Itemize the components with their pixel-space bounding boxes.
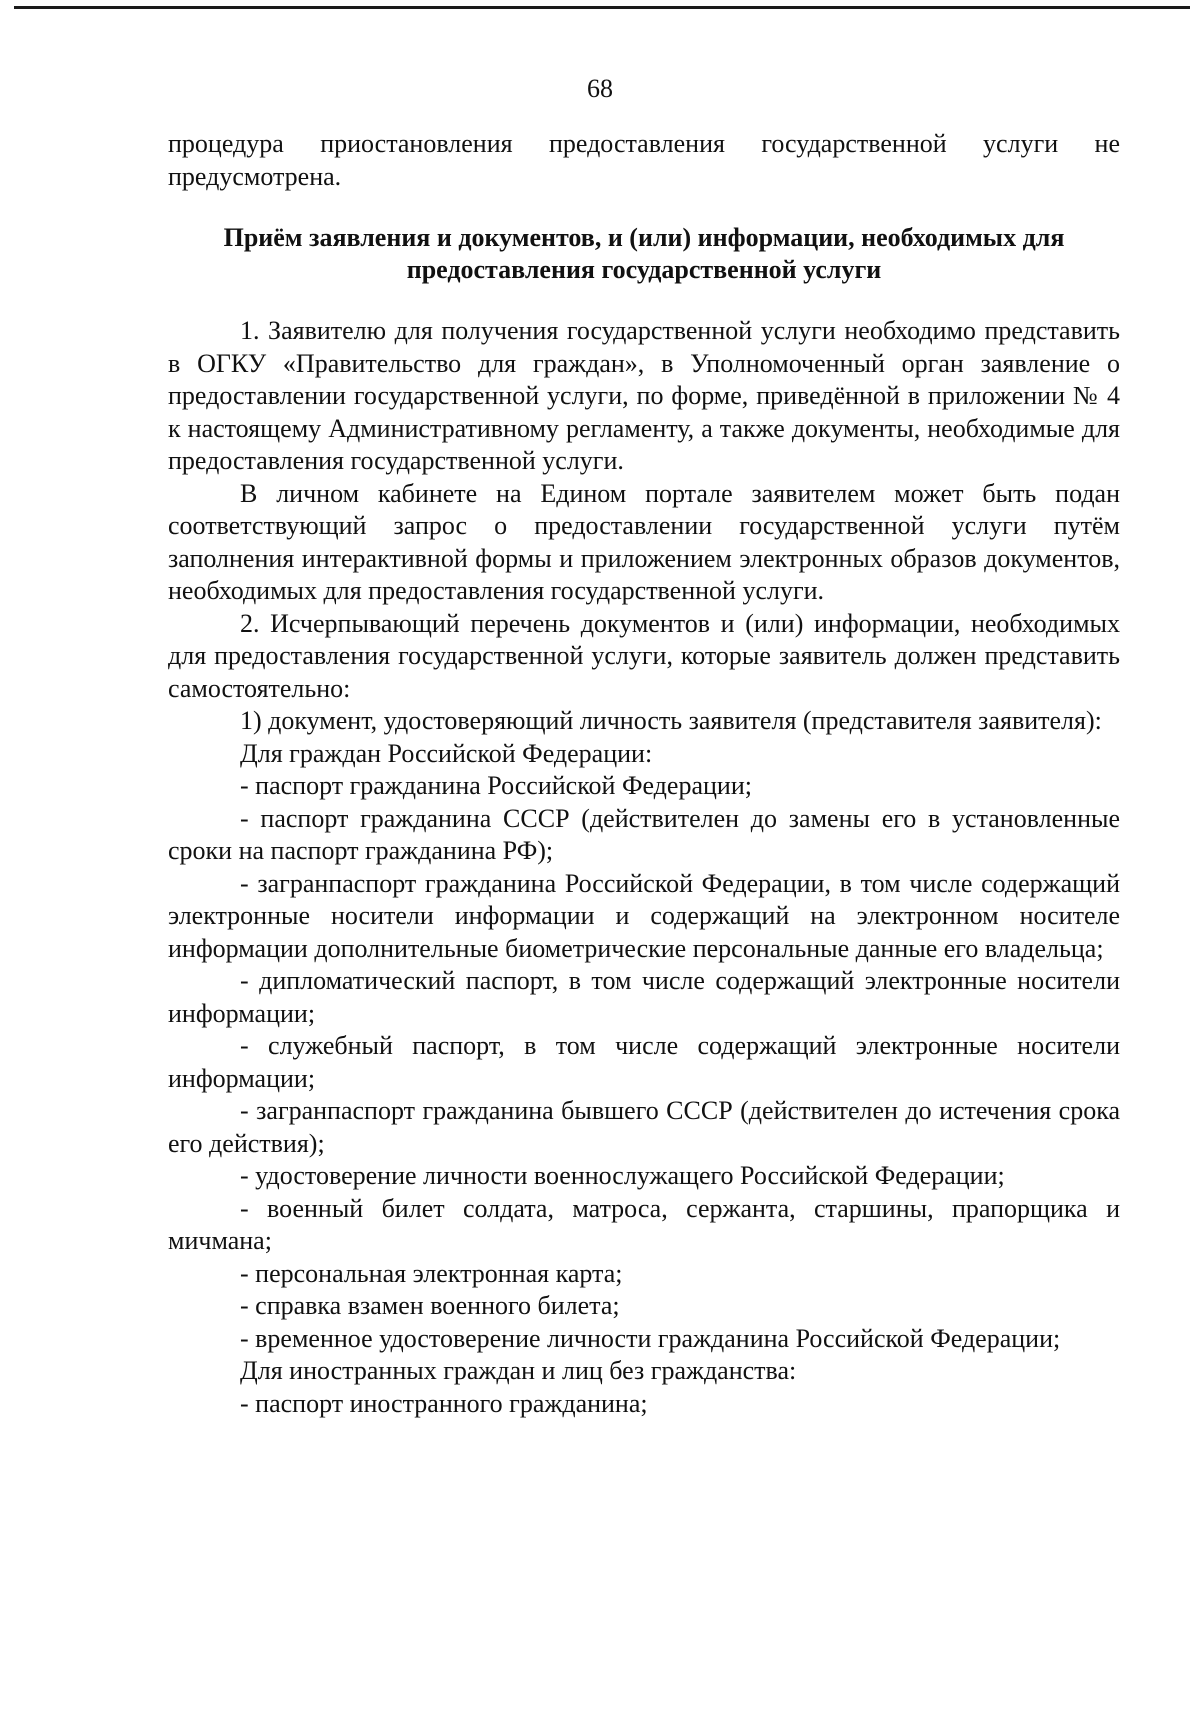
paragraph-3: 2. Исчерпывающий перечень документов и (или) информации, необходимых для предоставления государственной услуги, которые заявитель должен представить самостоятельно: [168,608,1120,703]
list-item: - персональная электронная карта; [240,1258,623,1288]
document-body [168,128,1120,1420]
intro-paragraph: процедура приостановления предоставления государственной услуги не предусмотрена. [168,129,1120,191]
paragraph-5: Для граждан Российской Федерации: [240,738,653,768]
list-item: - удостоверение личности военнослужащего Российской Федерации; [240,1161,1005,1190]
list-item: - паспорт гражданина СССР (действителен до замены его в установленные сроки на паспорт гражданина РФ); [168,803,1120,865]
list-item: - паспорт иностранного гражданина; [240,1388,648,1418]
list-item: - справка взамен военного билета; [240,1291,620,1320]
list-item: - загранпаспорт гражданина бывшего СССР (действителен до истечения срока его действия); [168,1096,1120,1158]
paragraph-4: 1) документ, удостоверяющий личность заявителя (представителя заявителя): [240,706,1102,735]
page-number: 68 [587,74,613,103]
paragraph-2: В личном кабинете на Едином портале заявителем может быть подан соответствующий запрос о предоставлении государственной услуги путём заполнения интерактивной формы и приложением электронных образов документов, необходимых для предоставления государственной услуги. [168,478,1120,605]
list-item: - служебный паспорт, в том числе содержащий электронные носители информации; [168,1031,1120,1093]
list-item: - дипломатический паспорт, в том числе содержащий электронные носители информации; [168,966,1120,1028]
list-item: - временное удостоверение личности гражданина Российской Федерации; [240,1323,1061,1353]
paragraph-foreign: Для иностранных граждан и лиц без гражданства: [240,1356,797,1385]
top-border-line [14,6,1190,9]
list-item: - загранпаспорт гражданина Российской Федерации, в том числе содержащий электронные носители информации и содержащий на электронном носителе информации дополнительные биометрические персональные данные его владельца; [168,868,1120,963]
list-item: - паспорт гражданина Российской Федерации; [240,771,752,800]
section-heading: Приём заявления и документов, и (или) информации, необходимых для предоставления государственной услуги [223,223,1065,284]
paragraph-1: 1. Заявителю для получения государственной услуги необходимо представить в ОГКУ «Правительство для граждан», в Уполномоченный орган заявление о предоставлении государственной услуги, по форме, приведённой в приложении № 4 к настоящему Административному регламенту, а также документы, необходимые для предоставления государственной услуги. [168,316,1120,475]
list-item: - военный билет солдата, матроса, сержанта, старшины, прапорщика и мичмана; [168,1193,1120,1255]
